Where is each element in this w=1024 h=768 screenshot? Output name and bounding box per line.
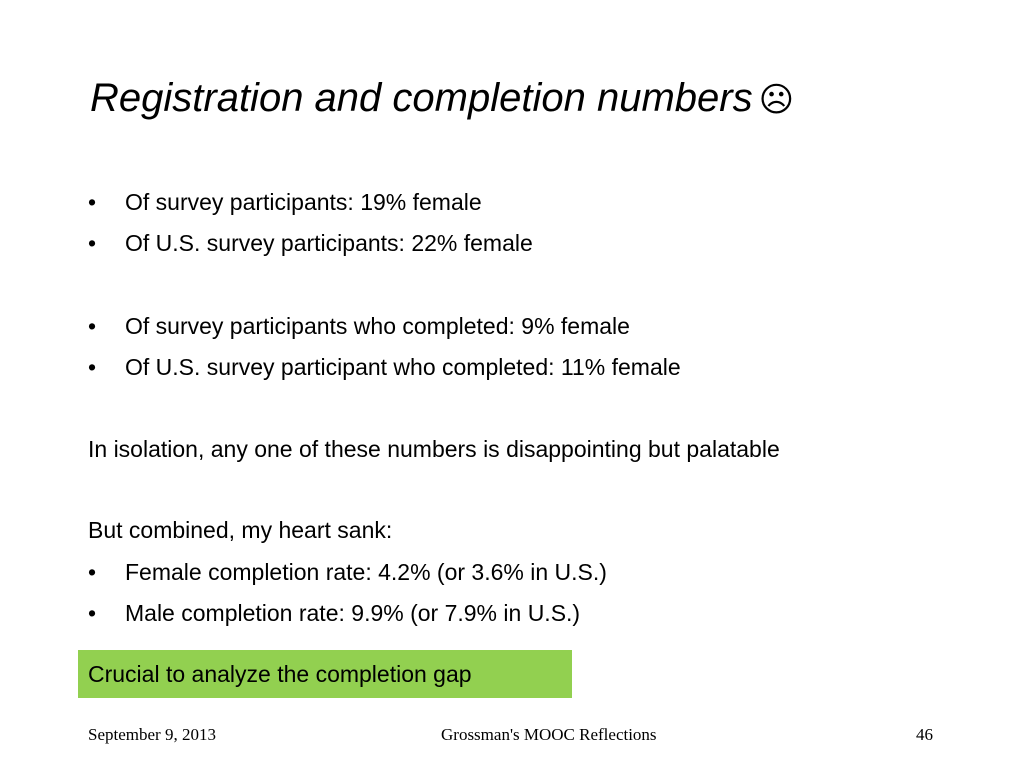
combined-text: But combined, my heart sank: <box>88 517 393 543</box>
bullet-item: Of U.S. survey participants: 22% female <box>125 230 533 256</box>
callout-text: Crucial to analyze the completion gap <box>88 661 472 687</box>
bullet-marker: • <box>88 559 97 585</box>
isolation-text: In isolation, any one of these numbers is disappointing but palatable <box>88 436 780 462</box>
footer-date: September 9, 2013 <box>88 725 216 744</box>
bullet-marker: • <box>88 230 97 256</box>
bullet-marker: • <box>88 189 97 215</box>
bullet-item: Male completion rate: 9.9% (or 7.9% in U.S.) <box>125 600 581 626</box>
slide-title-text: Registration and completion numbers <box>90 76 753 120</box>
bullet-item: Of survey participants: 19% female <box>125 189 482 215</box>
frown-face-icon: ☹ <box>758 80 795 120</box>
bullet-marker: • <box>88 354 97 380</box>
footer-title: Grossman's MOOC Reflections <box>441 725 657 744</box>
page-number: 46 <box>916 725 933 744</box>
bullet-marker: • <box>88 600 97 626</box>
bullet-item: Female completion rate: 4.2% (or 3.6% in U.S.) <box>125 559 607 585</box>
slide-title <box>90 74 794 124</box>
bullet-item: Of U.S. survey participant who completed: 11% female <box>125 354 681 380</box>
bullet-item: Of survey participants who completed: 9% female <box>125 313 630 339</box>
bullet-marker: • <box>88 313 97 339</box>
